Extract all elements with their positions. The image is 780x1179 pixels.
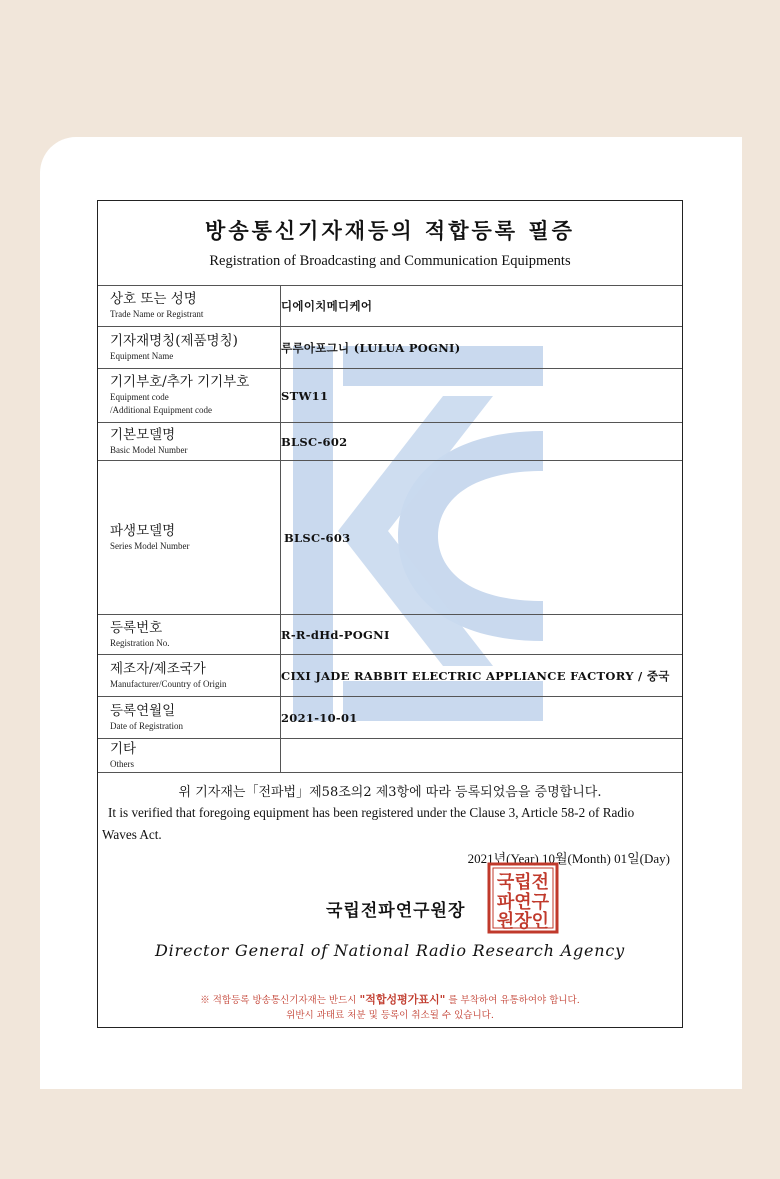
label-en: Registration No.: [110, 637, 170, 648]
statement-english: [102, 802, 676, 846]
label-ko: 기타: [110, 740, 137, 757]
table-row: [98, 739, 682, 773]
statement-english-line2: Waves Act.: [102, 827, 162, 842]
field-label: [98, 369, 281, 423]
label-ko: 제조자/제조국가: [110, 660, 206, 677]
notice-prefix: ※ 적합등록 방송통신기자재는 반드시: [200, 995, 357, 1006]
table-row: [98, 655, 682, 697]
table-row: [98, 369, 682, 423]
registration-number-value: R-R-dHd-POGNI: [281, 615, 683, 655]
table-row: [98, 423, 682, 461]
seal-text-line: 파연구: [496, 892, 550, 913]
label-ko: 등록번호: [110, 619, 163, 636]
label-ko: 기기부호/추가 기기부호: [110, 374, 250, 390]
field-label: [98, 615, 281, 655]
label-en: Series Model Number: [110, 540, 190, 551]
certificate: [97, 200, 683, 1028]
field-label: [98, 655, 281, 697]
table-row: [98, 327, 682, 369]
table-row: [98, 286, 682, 327]
label-en: Equipment code: [110, 392, 169, 402]
notice-line2: 위반시 과태료 처분 및 등록이 취소될 수 있습니다.: [286, 1010, 494, 1021]
field-label: [98, 461, 281, 615]
label-ko: 파생모델명: [110, 522, 176, 539]
label-en: Others: [110, 758, 134, 769]
seal-text-line: 국립전: [496, 872, 550, 893]
label-en: Trade Name or Registrant: [110, 309, 204, 319]
title-english: Registration of Broadcasting and Communication Equipments: [209, 253, 571, 269]
label-en: Manufacturer/Country of Origin: [110, 678, 227, 689]
issuer-english: Director General of National Radio Research Agency: [155, 941, 625, 960]
registration-table: [98, 285, 682, 773]
label-ko: 등록연월일: [110, 702, 176, 719]
field-label: [98, 327, 281, 369]
equipment-code-value: STW11: [281, 369, 683, 423]
manufacturer-value: CIXI JADE RABBIT ELECTRIC APPLIANCE FACTORY / 중국: [281, 655, 683, 697]
notice-suffix: 를 부착하여 유통하여야 합니다.: [448, 995, 580, 1006]
notice-bold: "적합성평가표시": [359, 993, 446, 1006]
field-label: [98, 423, 281, 461]
field-label: [98, 739, 281, 773]
notice-line1: [98, 991, 682, 1007]
others-value: [281, 739, 683, 773]
series-model-value: BLSC-603: [281, 461, 683, 615]
label-en: /Additional Equipment code: [110, 405, 212, 415]
table-row: [98, 697, 682, 739]
table-row: [98, 615, 682, 655]
label-ko: 기본모델명: [110, 426, 176, 443]
label-en: Basic Model Number: [110, 444, 188, 455]
trade-name-value: 디에이치메디케어: [281, 286, 683, 327]
issuer-korean: 국립전파연구원장: [326, 901, 466, 921]
official-seal-stamp: [486, 861, 560, 935]
label-ko: 상호 또는 성명: [110, 291, 197, 307]
label-en: Date of Registration: [110, 720, 183, 731]
registration-date-value: 2021-10-01: [281, 697, 683, 739]
issue-date: 2021년(Year) 10월(Month) 01일(Day): [467, 851, 670, 866]
statement-english-line1: It is verified that foregoing equipment has been registered under the Clause 3, Article 58-2 of Radio: [108, 805, 635, 820]
basic-model-value: BLSC-602: [281, 423, 683, 461]
statement-korean: 위 기자재는「전파법」제58조의2 제3항에 따라 등록되었음을 증명합니다.: [178, 785, 602, 800]
equipment-name-value: 루루아포그니 (LULUA POGNI): [281, 327, 683, 369]
label-en: Equipment Name: [110, 350, 174, 361]
label-ko: 기자재명칭(제품명칭): [110, 332, 238, 349]
field-label: [98, 697, 281, 739]
seal-text-line: 원장인: [496, 911, 550, 932]
title-korean: 방송통신기자재등의 적합등록 필증: [205, 218, 575, 243]
table-row: [98, 461, 682, 615]
field-label: [98, 286, 281, 327]
